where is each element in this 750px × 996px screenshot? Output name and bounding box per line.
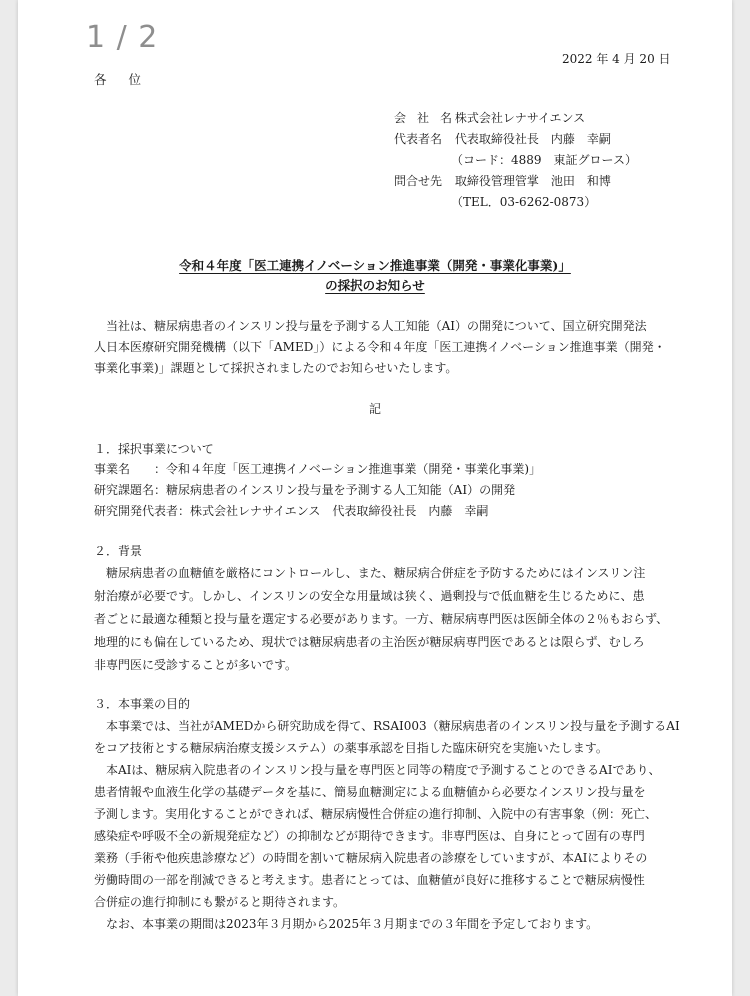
section3-line: 予測します。実用化することができれば、糖尿病慢性合併症の進行抑制、入院中の有害事象（例：死亡、 (94, 807, 658, 821)
contact-label: 問合せ先 (394, 174, 443, 188)
section1-heading: １．採択事業について (94, 442, 214, 456)
intro-line: 当社は、糖尿病患者のインスリン投与量を予測する人工知能（AI）の開発について、国立研究開発法 (106, 319, 647, 333)
section3-line: をコア技術とする糖尿病治療支援システム）の薬事承認を目指した臨床研究を実施いたします。 (94, 741, 608, 755)
section3-line: なお、本事業の期間は2023年３月期から2025年３月期までの３年間を予定しております。 (106, 917, 599, 931)
section1-item-label: 事業名 ： (94, 462, 167, 476)
section1-item-value: 糖尿病患者のインスリン投与量を予測する人工知能（AI）の開発 (166, 483, 516, 497)
representative-row (394, 129, 611, 150)
section2-line: 地理的にも偏在しているため、現状では糖尿病患者の主治医が糖尿病専門医であるとは限らず、むしろ (94, 635, 645, 649)
section2-line: 者ごとに最適な種類と投与量を選定する必要があります。一方、糖尿病専門医は医師全体の２％もおらず、 (94, 612, 669, 626)
representative-label: 代表者名 (394, 132, 443, 146)
announcement-title-line1: 令和４年度「医工連携イノベーション推進事業（開発・事業化事業)」 (179, 258, 571, 273)
section3-line: 患者情報や血液生化学の基礎データを基に、簡易血糖測定による血糖値から必要なインスリン投与量を (94, 785, 646, 799)
section1-item-value: 株式会社レナサイエンス 代表取締役社長 内藤 幸嗣 (190, 504, 489, 518)
section3-line: 業務（手術や他疾患診療など）の時間を割いて糖尿病入院患者の診療をしていますが、本AIによりその (94, 851, 648, 865)
section3-line: 労働時間の一部を削減できると考えます。患者にとっては、血糖値が良好に推移することで糖尿病慢性 (94, 873, 645, 887)
contact-tel: （TEL．03-6262-0873） (451, 195, 597, 209)
company-name-label: 会 社 名 (394, 111, 456, 125)
intro-line: 事業化事業)」課題として採択されましたのでお知らせいたします。 (94, 361, 458, 375)
section1-item-label: 研究課題名： (94, 483, 167, 497)
intro-line: 人日本医療研究開発機構（以下「AMED」）による令和４年度「医工連携イノベーション推進事業（開発・ (94, 340, 666, 354)
page-indicator: 1 / 2 (86, 20, 159, 55)
section1-item (94, 501, 488, 522)
section1-item (94, 480, 515, 501)
section1-item-value: 令和４年度「医工連携イノベーション推進事業（開発・事業化事業)」 (166, 462, 542, 476)
company-name: 株式会社レナサイエンス (454, 111, 586, 125)
section3-line: 合併症の進行抑制にも繋がると期待されます。 (94, 895, 346, 909)
announcement-title-line2: の採択のお知らせ (325, 278, 425, 293)
section3-line: 本AIは、糖尿病入院患者のインスリン投与量を専門医と同等の精度で予測することのできるAIであり、 (106, 763, 661, 777)
contact-name: 取締役管理管掌 池田 和博 (454, 174, 611, 188)
section2-line: 糖尿病患者の血糖値を厳格にコントロールし、また、糖尿病合併症を予防するためにはインスリン注 (106, 566, 646, 580)
contact-row (394, 171, 611, 192)
section2-line: 非専門医に受診することが多いです。 (94, 658, 298, 672)
section2-line: 射治療が必要です。しかし、インスリンの安全な用量域は狭く、過剰投与で低血糖を生じるために、患 (94, 589, 645, 603)
document-date: 2022 年 4 月 20 日 (562, 52, 671, 66)
company-name-row (394, 108, 585, 129)
ki-marker: 記 (368, 402, 381, 416)
representative-name: 代表取締役社長 内藤 幸嗣 (454, 132, 611, 146)
section1-item (94, 459, 541, 480)
section3-line: 感染症や呼吸不全の新規発症など）の抑制などが期待できます。非専門医は、自身にとって固有の専門 (94, 829, 645, 843)
section3-heading: ３．本事業の目的 (94, 697, 191, 711)
section3-line: 本事業では、当社がAMEDから研究助成を得て、RSAI003（糖尿病患者のインスリン投与量を予測するAI (106, 719, 680, 733)
section1-item-label: 研究開発代表者： (94, 504, 191, 518)
section2-heading: ２．背景 (94, 544, 143, 558)
addressee: 各 位 (94, 72, 150, 87)
stock-code: （コード：4889 東証グロース） (451, 153, 637, 167)
document-page (18, 0, 732, 996)
